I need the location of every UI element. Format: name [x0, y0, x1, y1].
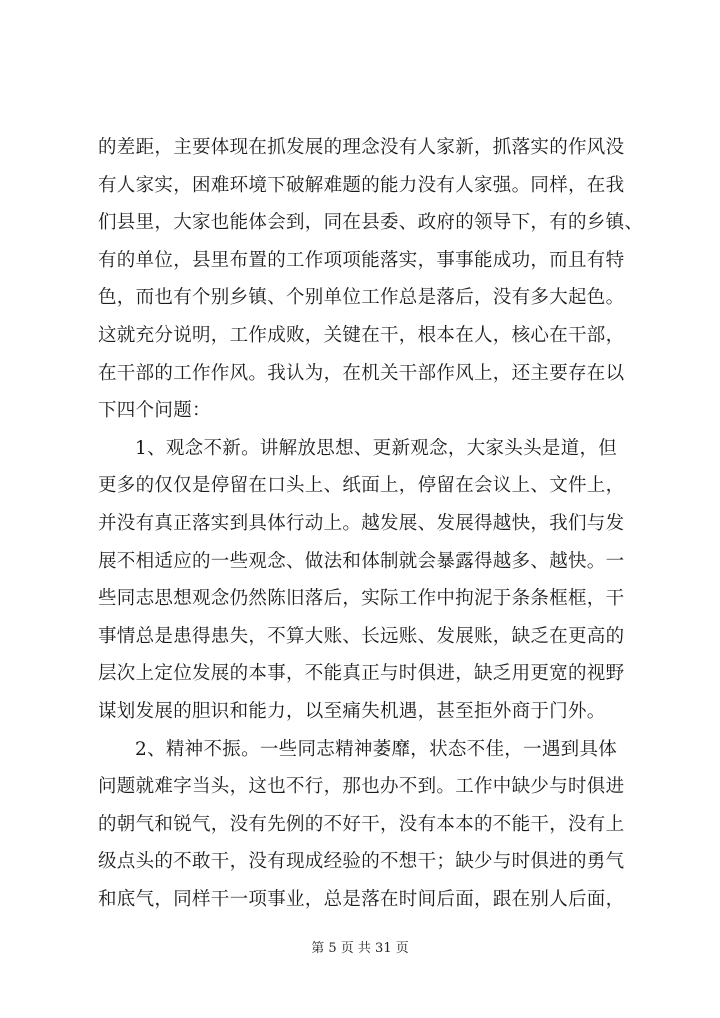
text-line: 层次上定位发展的本事，不能真正与时俱进，缺乏用更宽的视野 — [98, 663, 625, 685]
text-line: 色，而也有个别乡镇、个别单位工作总是落后，没有多大起色。 — [98, 287, 625, 309]
text-line: 些同志思想观念仍然陈旧落后，实际工作中拘泥于条条框框，干 — [98, 588, 625, 610]
page-footer: 第 5 页 共 31 页 — [311, 941, 409, 956]
text-line: 展不相适应的一些观念、做法和体制就会暴露得越多、越快。一 — [98, 550, 625, 572]
text-line: 在干部的工作作风。我认为，在机关干部作风上，还主要存在以 — [98, 362, 625, 384]
text-line: 问题就难字当头，这也不行，那也办不到。工作中缺少与时俱进 — [98, 776, 625, 798]
text-line: 和底气，同样干一项事业，总是落在时间后面，跟在别人后面， — [98, 888, 625, 910]
text-line: 更多的仅仅是停留在口头上、纸面上，停留在会议上、文件上， — [98, 475, 625, 497]
text-line: 们县里，大家也能体会到，同在县委、政府的领导下，有的乡镇、 — [98, 212, 644, 234]
text-line: 级点头的不敢干，没有现成经验的不想干；缺少与时俱进的勇气 — [98, 851, 625, 873]
text-line: 并没有真正落实到具体行动上。越发展、发展得越快，我们与发 — [98, 512, 625, 534]
text-line: 这就充分说明，工作成败，关键在干，根本在人，核心在干部， — [98, 324, 625, 346]
body-text — [98, 129, 644, 918]
text-line: 谋划发展的胆识和能力，以至痛失机遇，甚至拒外商于门外。 — [98, 700, 606, 722]
text-line: 的朝气和锐气，没有先例的不好干，没有本本的不能干，没有上 — [98, 813, 625, 835]
paragraph-start-line: 1、观念不新。讲解放思想、更新观念，大家头头是道，但 — [135, 437, 618, 459]
text-line: 有的单位，县里布置的工作项项能落实，事事能成功，而且有特 — [98, 249, 625, 271]
paragraph-start-line: 2、精神不振。一些同志精神萎靡，状态不佳，一遇到具体 — [135, 738, 618, 760]
text-line: 有人家实，困难环境下破解难题的能力没有人家强。同样，在我 — [98, 174, 625, 196]
text-line: 的差距，主要体现在抓发展的理念没有人家新，抓落实的作风没 — [98, 137, 625, 158]
text-line: 下四个问题： — [98, 400, 211, 422]
text-line: 事情总是患得患失，不算大账、长远账、发展账，缺乏在更高的 — [98, 625, 625, 647]
